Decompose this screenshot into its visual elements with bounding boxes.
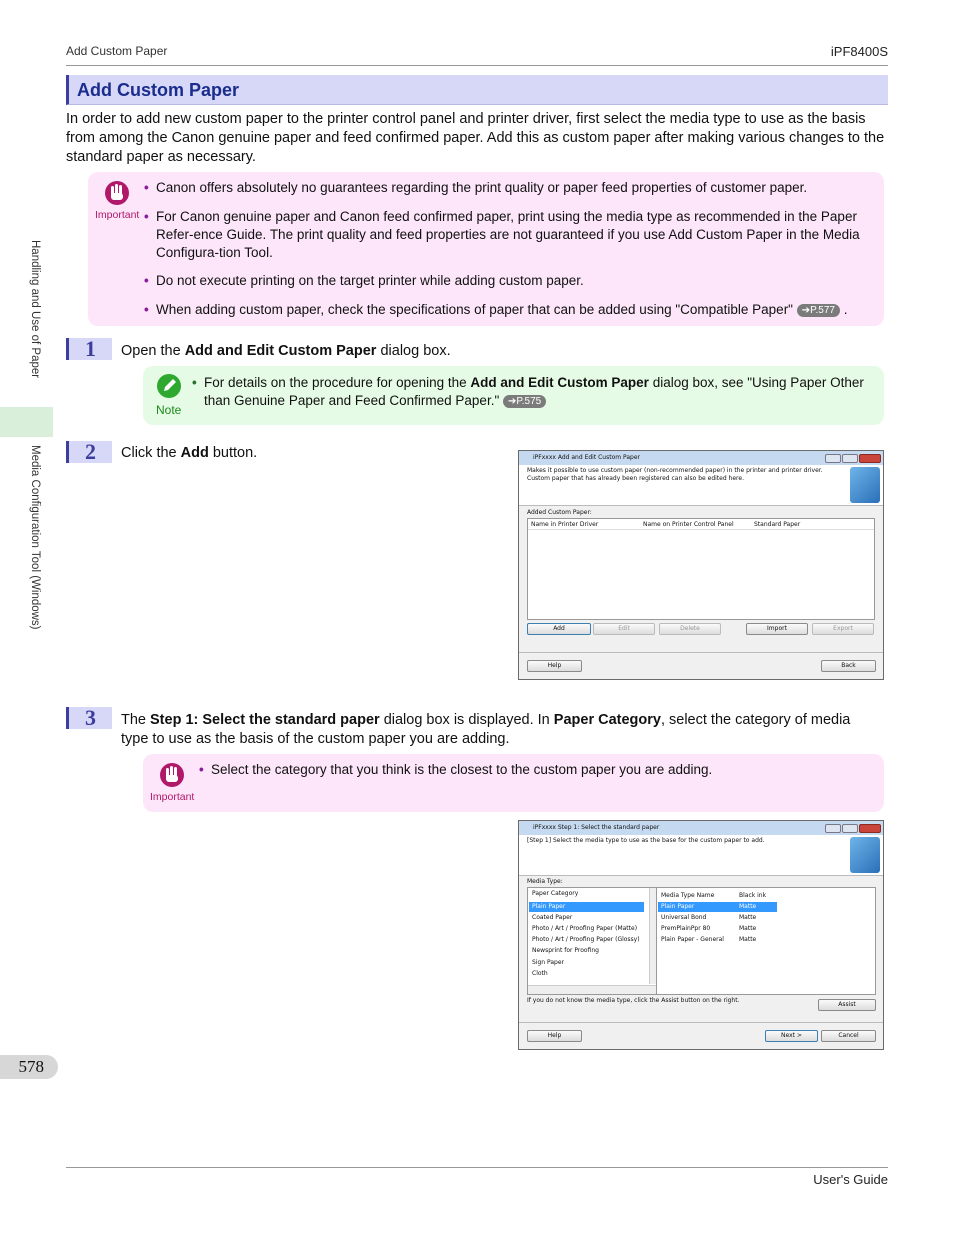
- add-edit-custom-paper-dialog: [518, 450, 884, 680]
- media-type-row[interactable]: Plain Paper Matte: [658, 902, 777, 912]
- step-number: 2: [66, 441, 112, 463]
- category-item[interactable]: Coated Paper: [532, 914, 573, 921]
- dialog-title: iPFxxxx Step 1: Select the standard paper: [533, 824, 660, 831]
- column-header[interactable]: Media Type Name: [661, 892, 715, 899]
- section-title-bar: [66, 75, 888, 105]
- category-item[interactable]: Cloth: [532, 970, 548, 977]
- next-button[interactable]: Next >: [765, 1030, 818, 1042]
- maximize-icon[interactable]: [842, 454, 858, 463]
- important-bullet: • Canon offers absolutely no guarantees regarding the print quality or paper feed properties of customer paper.: [144, 180, 808, 195]
- footer-rule: [66, 1167, 888, 1168]
- paper-category-list[interactable]: [527, 887, 659, 995]
- side-tab-handling: Handling and Use of Paper: [29, 240, 41, 379]
- assist-button[interactable]: Assist: [818, 999, 876, 1011]
- media-type-row[interactable]: Universal Bond Matte: [661, 914, 757, 921]
- hand-stop-icon: [105, 180, 129, 206]
- add-button[interactable]: Add: [527, 623, 591, 635]
- footer-text: User's Guide: [813, 1172, 888, 1187]
- page-ref-link[interactable]: ➔P.577: [797, 304, 840, 317]
- step-number: 3: [66, 707, 112, 729]
- dialog-header-pane: [519, 465, 883, 506]
- paper-stack-icon: [850, 467, 880, 503]
- help-button[interactable]: Help: [527, 1030, 582, 1042]
- import-button[interactable]: Import: [746, 623, 808, 635]
- pencil-note-icon: [156, 373, 182, 399]
- list-header: Paper Category: [532, 890, 579, 897]
- help-button[interactable]: Help: [527, 660, 582, 672]
- divider: [519, 652, 883, 653]
- section-title: Add Custom Paper: [77, 80, 240, 100]
- running-header-left: Add Custom Paper: [66, 44, 168, 58]
- important-bullet: • Select the category that you think is the closest to the custom paper you are adding.: [199, 762, 713, 777]
- step-text: The Step 1: Select the standard paper dialog box is displayed. In Paper Category, select the category of media type to use as the basis of the custom paper you are adding.: [121, 712, 851, 747]
- close-icon[interactable]: [859, 454, 881, 463]
- dialog-description: Makes it possible to use custom paper (non-recommended paper) in the printer and printer driver. Custom paper that has already been registered can also be edited here.: [527, 467, 823, 482]
- delete-button[interactable]: Delete: [659, 623, 721, 635]
- important-box: [88, 172, 884, 326]
- media-type-list[interactable]: [656, 887, 876, 995]
- note-bullet: • For details on the procedure for opening the Add and Edit Custom Paper dialog box, see "Using Paper Other than Genuine Paper and Feed Confirmed Paper." ➔P.575: [192, 375, 864, 408]
- category-item[interactable]: Newsprint for Proofing: [532, 947, 599, 954]
- column-header[interactable]: Name on Printer Control Panel: [643, 521, 734, 528]
- side-tab-media-config: Media Configuration Tool (Windows): [29, 445, 41, 630]
- dialog-titlebar: [519, 451, 883, 466]
- divider: [519, 1022, 883, 1023]
- minimize-icon[interactable]: [825, 824, 841, 833]
- hand-stop-icon: [160, 762, 184, 788]
- custom-paper-list[interactable]: [527, 518, 875, 620]
- note-box: [143, 366, 884, 425]
- category-item[interactable]: Photo / Art / Proofing Paper (Glossy): [532, 936, 640, 943]
- paper-stack-icon: [850, 837, 880, 873]
- dialog-description: [Step 1] Select the media type to use as the base for the custom paper to add.: [527, 837, 765, 844]
- page-ref-link[interactable]: ➔P.575: [503, 395, 546, 408]
- select-standard-paper-dialog: [518, 820, 884, 1050]
- page-number: 578: [0, 1055, 58, 1079]
- important-bullet: • Do not execute printing on the target printer while adding custom paper.: [144, 273, 584, 288]
- step-text: Open the Add and Edit Custom Paper dialog box.: [121, 343, 451, 359]
- important-bullet: • When adding custom paper, check the specifications of paper that can be added using "Compatible Paper" ➔P.577 .: [144, 302, 848, 317]
- media-type-row[interactable]: Plain Paper - General Matte: [661, 936, 757, 943]
- important-label: Important: [95, 209, 140, 221]
- important-box: [143, 754, 884, 812]
- category-item[interactable]: Plain Paper: [529, 902, 644, 912]
- category-item[interactable]: Sign Paper: [532, 959, 564, 966]
- header-rule: [66, 65, 888, 66]
- edit-button[interactable]: Edit: [593, 623, 655, 635]
- dialog-titlebar: [519, 821, 883, 836]
- assist-hint: If you do not know the media type, click the Assist button on the right.: [527, 997, 740, 1004]
- cancel-button[interactable]: Cancel: [821, 1030, 876, 1042]
- horizontal-scrollbar[interactable]: [528, 985, 658, 994]
- column-header[interactable]: Standard Paper: [754, 521, 801, 528]
- side-tab-marker: [0, 407, 53, 437]
- minimize-icon[interactable]: [825, 454, 841, 463]
- running-header-right: iPF8400S: [830, 44, 888, 59]
- dialog-title: iPFxxxx Add and Edit Custom Paper: [533, 454, 640, 461]
- list-header: [528, 519, 874, 530]
- export-button[interactable]: Export: [812, 623, 874, 635]
- step-text: Click the Add button.: [121, 445, 258, 461]
- group-label: Added Custom Paper:: [527, 509, 592, 516]
- column-header[interactable]: Name in Printer Driver: [531, 521, 599, 528]
- group-label: Media Type:: [527, 878, 563, 885]
- dialog-header-pane: [519, 835, 883, 876]
- intro-paragraph: In order to add new custom paper to the printer control panel and printer driver, first select the media type to use as the basis from among the Canon genuine paper and feed confirmed paper. Add this as custom paper after making various changes to the standard paper as necessary.: [66, 111, 885, 165]
- close-icon[interactable]: [859, 824, 881, 833]
- maximize-icon[interactable]: [842, 824, 858, 833]
- step-number: 1: [66, 338, 112, 360]
- media-type-row[interactable]: PremPlainPpr 80 Matte: [661, 925, 757, 932]
- category-item[interactable]: Photo / Art / Proofing Paper (Matte): [532, 925, 638, 932]
- column-header[interactable]: Black ink: [739, 892, 767, 899]
- back-button[interactable]: Back: [821, 660, 876, 672]
- important-bullet: • For Canon genuine paper and Canon feed confirmed paper, print using the media type as recommended in the Paper Refer-ence Guide. The print quality and feed properties are not guaranteed if you use Add Custom Paper in the Media Configura-tion Tool.: [144, 209, 860, 260]
- important-label: Important: [150, 791, 195, 803]
- note-label: Note: [156, 403, 182, 417]
